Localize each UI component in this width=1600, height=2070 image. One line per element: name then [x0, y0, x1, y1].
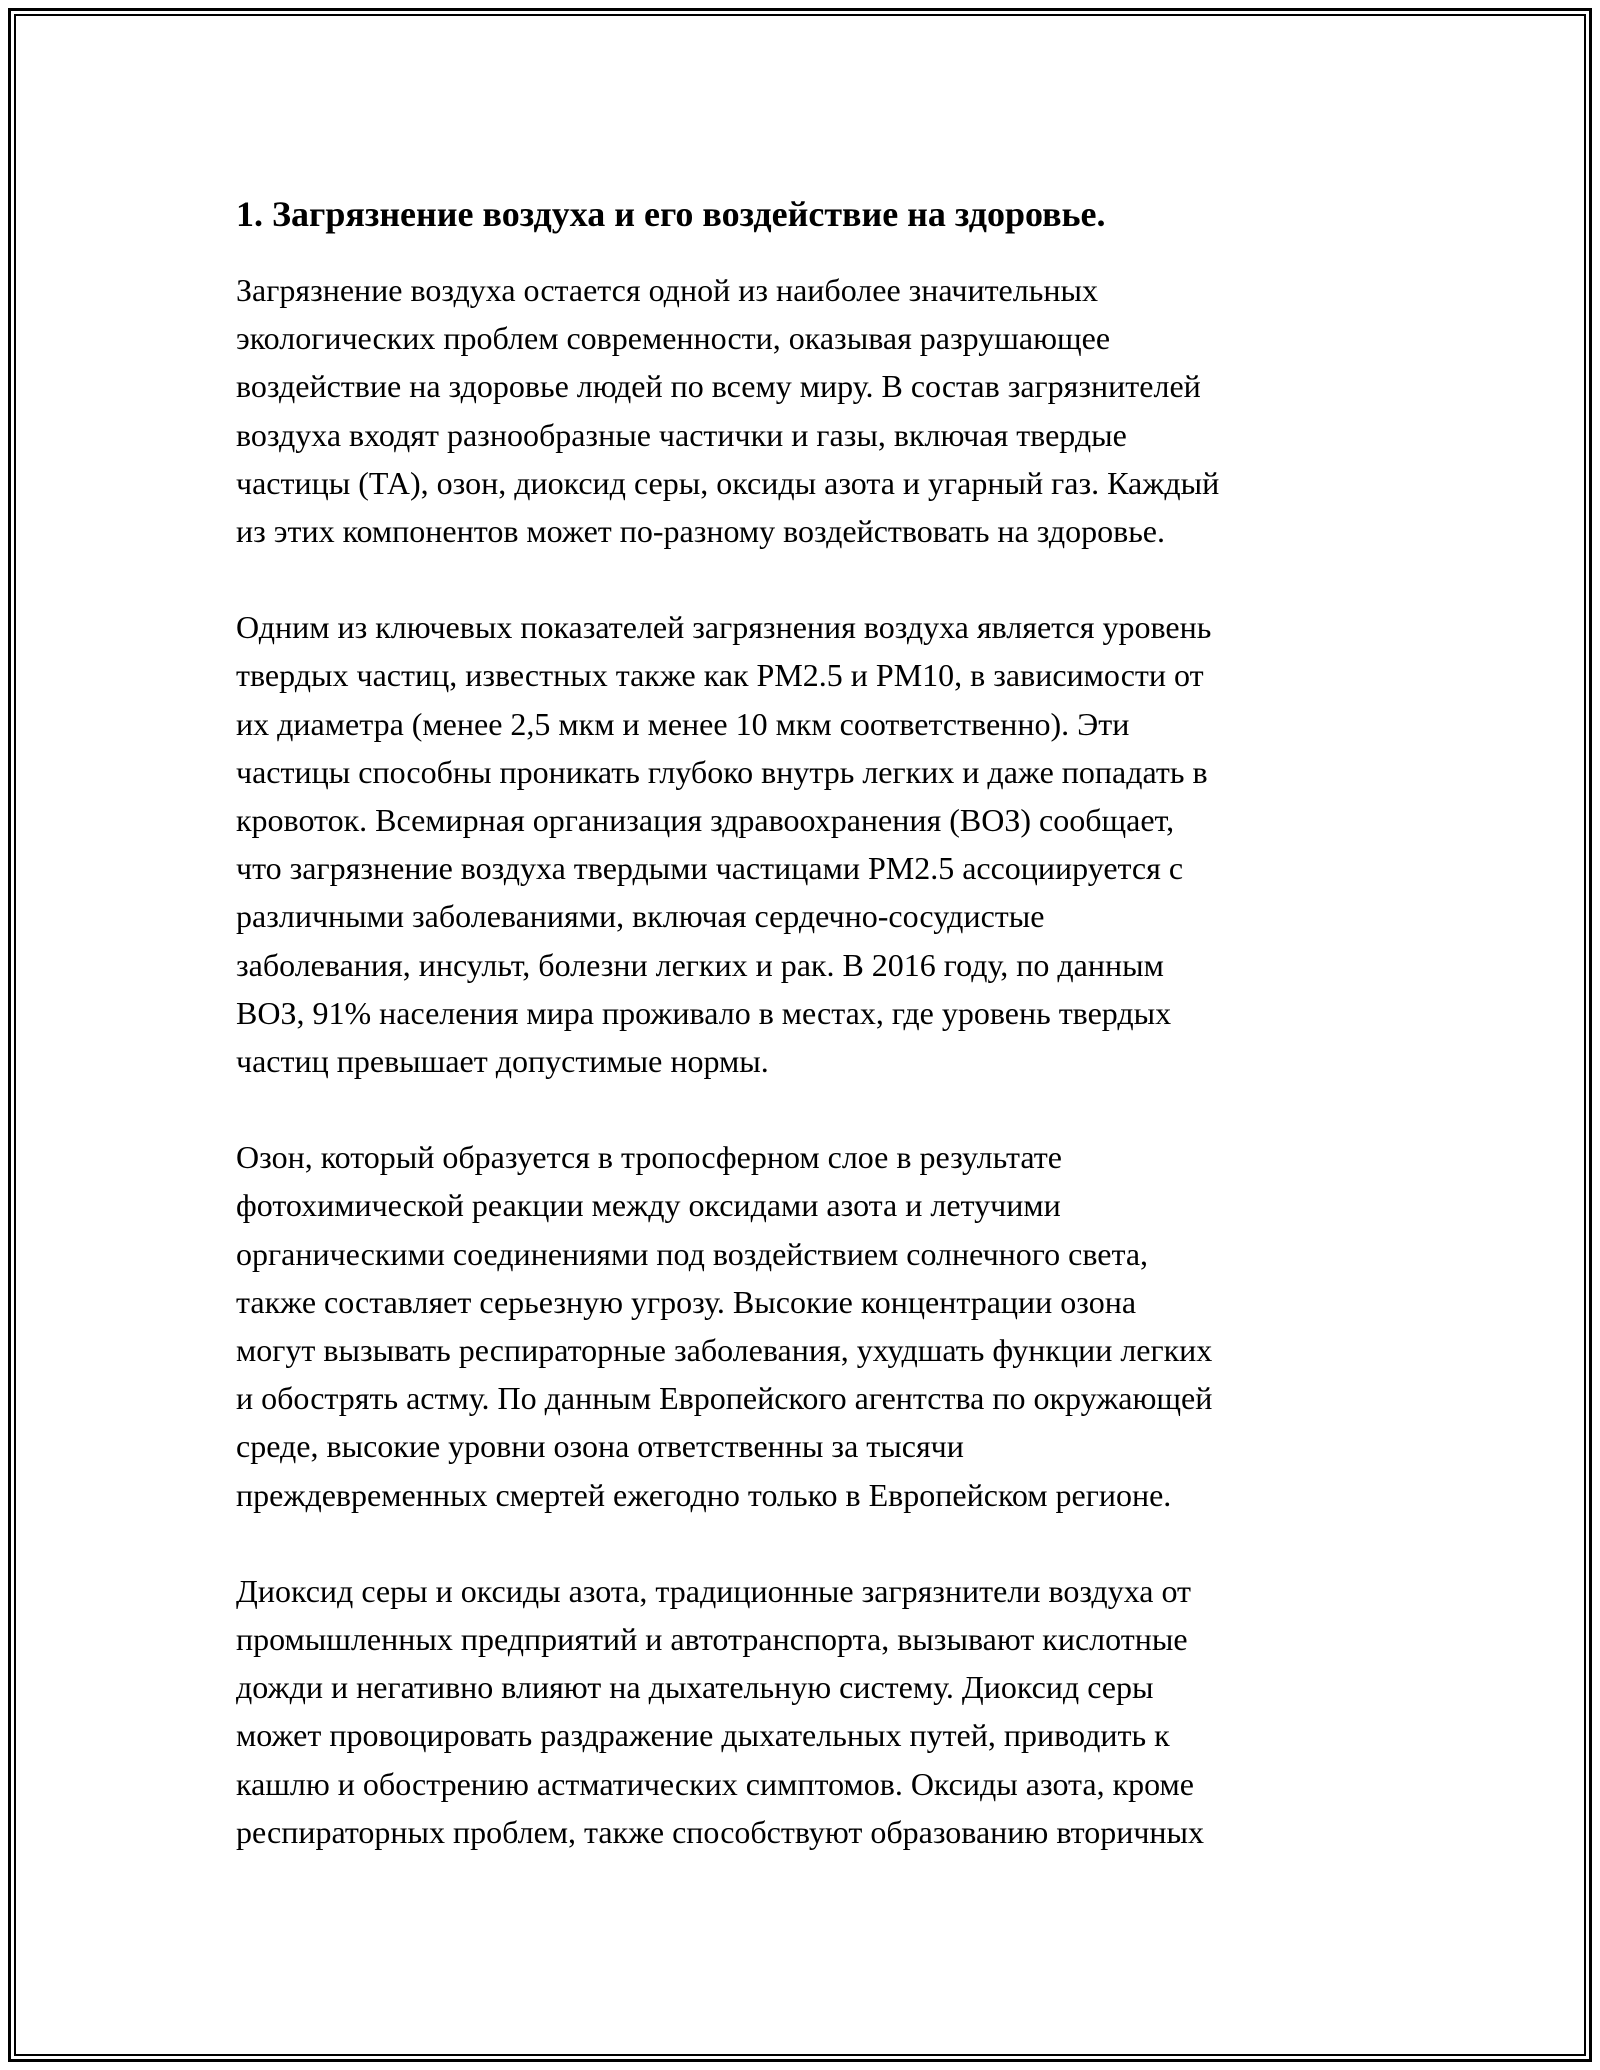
text-line: воздуха входят разнообразные частички и газы, включая твердые — [236, 416, 1127, 453]
text-line: кровоток. Всемирная организация здравоохранения (ВОЗ) сообщает, — [236, 802, 1175, 839]
text-line: может провоцировать раздражение дыхательных путей, приводить к — [236, 1717, 1170, 1754]
section-heading: 1. Загрязнение воздуха и его воздействие на здоровье. — [236, 194, 1106, 234]
paragraph — [236, 603, 1386, 1085]
text-line: Диоксид серы и оксиды азота, традиционные загрязнители воздуха от — [236, 1572, 1192, 1609]
text-line: могут вызывать респираторные заболевания, ухудшать функции легких — [236, 1332, 1213, 1369]
text-line: ВОЗ, 91% населения мира проживало в местах, где уровень твердых — [236, 994, 1172, 1031]
text-line: твердых частиц, известных также как PM2.5 и PM10, в зависимости от — [236, 657, 1204, 694]
text-line: из этих компонентов может по-разному воздействовать на здоровье. — [236, 513, 1165, 550]
text-line: промышленных предприятий и автотранспорта, вызывают кислотные — [236, 1621, 1188, 1658]
text-line: респираторных проблем, также способствуют образованию вторичных — [236, 1813, 1205, 1850]
text-line: различными заболеваниями, включая сердечно-сосудистые — [236, 898, 1045, 935]
text-line: среде, высокие уровни озона ответственны за тысячи — [236, 1428, 964, 1465]
text-line: заболевания, инсульт, болезни легких и рак. В 2016 году, по данным — [236, 946, 1164, 983]
text-line: частицы (ТА), озон, диоксид серы, оксиды азота и угарный газ. Каждый — [236, 464, 1220, 501]
paragraph — [236, 1133, 1386, 1519]
text-line: частицы способны проникать глубоко внутрь легких и даже попадать в — [236, 753, 1208, 790]
text-line: Загрязнение воздуха остается одной из наиболее значительных — [236, 272, 1098, 308]
text-line: преждевременных смертей ежегодно только в Европейском регионе. — [236, 1476, 1172, 1513]
text-line: органическими соединениями под воздействием солнечного света, — [236, 1235, 1149, 1272]
paragraph — [236, 1567, 1386, 1856]
text-line: Озон, который образуется в тропосферном слое в результате — [236, 1139, 1062, 1176]
paragraphs-container — [236, 266, 1386, 1856]
text-line: воздействие на здоровье людей по всему миру. В состав загрязнителей — [236, 368, 1201, 405]
text-line: их диаметра (менее 2,5 мкм и менее 10 мкм соответственно). Эти — [236, 705, 1130, 742]
text-line: также составляет серьезную угрозу. Высокие концентрации озона — [236, 1283, 1137, 1320]
text-line: что загрязнение воздуха твердыми частицами PM2.5 ассоциируется с — [236, 850, 1184, 887]
text-line: частиц превышает допустимые нормы. — [236, 1043, 769, 1080]
text-line: Одним из ключевых показателей загрязнения воздуха является уровень — [236, 609, 1212, 646]
text-line: фотохимической реакции между оксидами азота и летучими — [236, 1187, 1061, 1224]
paragraph — [236, 266, 1386, 555]
text-line: экологических проблем современности, оказывая разрушающее — [236, 320, 1111, 357]
text-line: дожди и негативно влияют на дыхательную систему. Диоксид серы — [236, 1669, 1154, 1706]
text-line: кашлю и обострению астматических симптомов. Оксиды азота, кроме — [236, 1765, 1194, 1802]
text-line: и обострять астму. По данным Европейского агентства по окружающей — [236, 1380, 1213, 1417]
document-body — [236, 190, 1386, 1904]
